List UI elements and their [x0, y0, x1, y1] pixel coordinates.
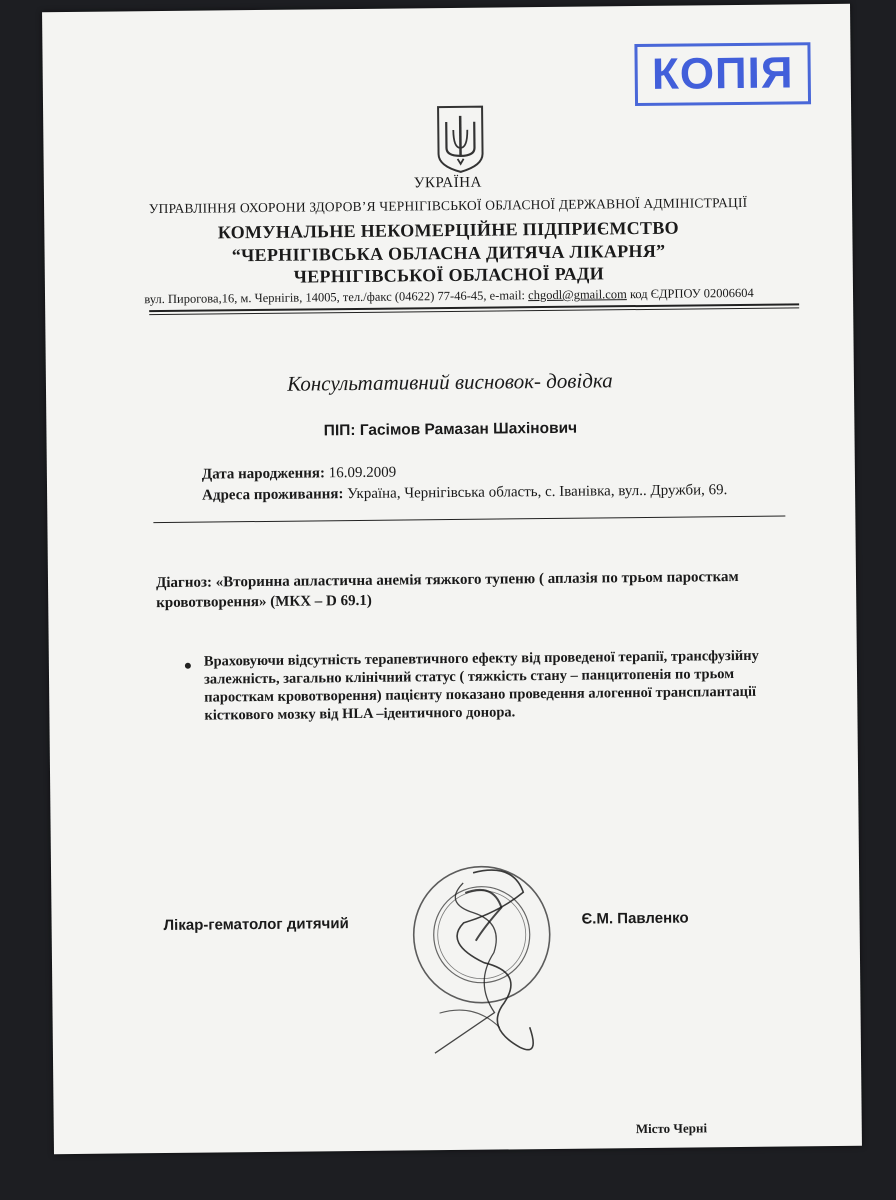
- contacts-address: вул. Пирогова,16, м. Чернігів, 14005, тел./факс (04622) 77-46-45, e-mail:: [144, 288, 529, 307]
- document-sheet: [42, 4, 862, 1154]
- diagnosis-text: «Вторинна апластична анемія тяжкого тупеню ( аплазія по трьом паросткам кровотворення» (МКХ – D 69.1): [156, 568, 739, 612]
- doctor-name: Є.М. Павленко: [581, 909, 689, 928]
- document-title: Консультативний висновок- довідка: [287, 368, 613, 396]
- letterhead-department: УПРАВЛІННЯ ОХОРОНИ ЗДОРОВ’Я ЧЕРНІГІВСЬКОЇ ОБЛАСНОЇ ДЕРЖАВНОЇ АДМІНІСТРАЦІЇ: [148, 194, 748, 217]
- diagnosis-label: Діагноз:: [155, 574, 213, 592]
- address-value: Україна, Чернігівська область, с. Іванівка, вул.. Дружби, 69.: [343, 482, 728, 503]
- seal-signature-stamp: [403, 852, 555, 1064]
- birth-date-value: 16.09.2009: [324, 464, 397, 482]
- contacts-email-link[interactable]: chgodl@gmail.com: [528, 287, 627, 303]
- birth-date-label: Дата народження:: [201, 465, 326, 483]
- diagnosis: [156, 566, 796, 613]
- doctor-title: Лікар-гематолог дитячий: [163, 915, 349, 935]
- letterhead-country: УКРАЇНА: [413, 174, 482, 192]
- section-divider: [153, 516, 785, 524]
- letterhead-org-line3: ЧЕРНІГІВСЬКОЇ ОБЛАСНОЇ РАДИ: [293, 263, 605, 287]
- recommendation-text: Враховуючи відсутність терапевтичного ефекту від проведеної терапії, трансфузійну залежність, загально клінічний статус ( тяжкість стану – панцитопенія по трьом паросткам кровотворення) пацієнту показано проведення алогенної трансплантації кісткового мозку від HLA –ідентичного донора.: [203, 647, 759, 724]
- copy-stamp: КОПІЯ: [634, 42, 811, 106]
- birth-date: [202, 465, 397, 484]
- home-address: [202, 482, 727, 504]
- bullet-icon: [185, 663, 191, 669]
- contacts-code: код ЄДРПОУ 02006604: [626, 285, 754, 302]
- patient-name: ПІП: Гасімов Рамазан Шахінович: [323, 419, 578, 440]
- letterhead-org-line1: КОМУНАЛЬНЕ НЕКОМЕРЦІЙНЕ ПІДПРИЄМСТВО: [217, 217, 679, 243]
- address-label: Адреса проживання:: [202, 486, 344, 504]
- letterhead-org-line2: “ЧЕРНІГІВСЬКА ОБЛАСНА ДИТЯЧА ЛІКАРНЯ”: [231, 240, 666, 266]
- coat-of-arms-icon: [435, 104, 486, 175]
- city-label: Місто Черні: [635, 1120, 708, 1137]
